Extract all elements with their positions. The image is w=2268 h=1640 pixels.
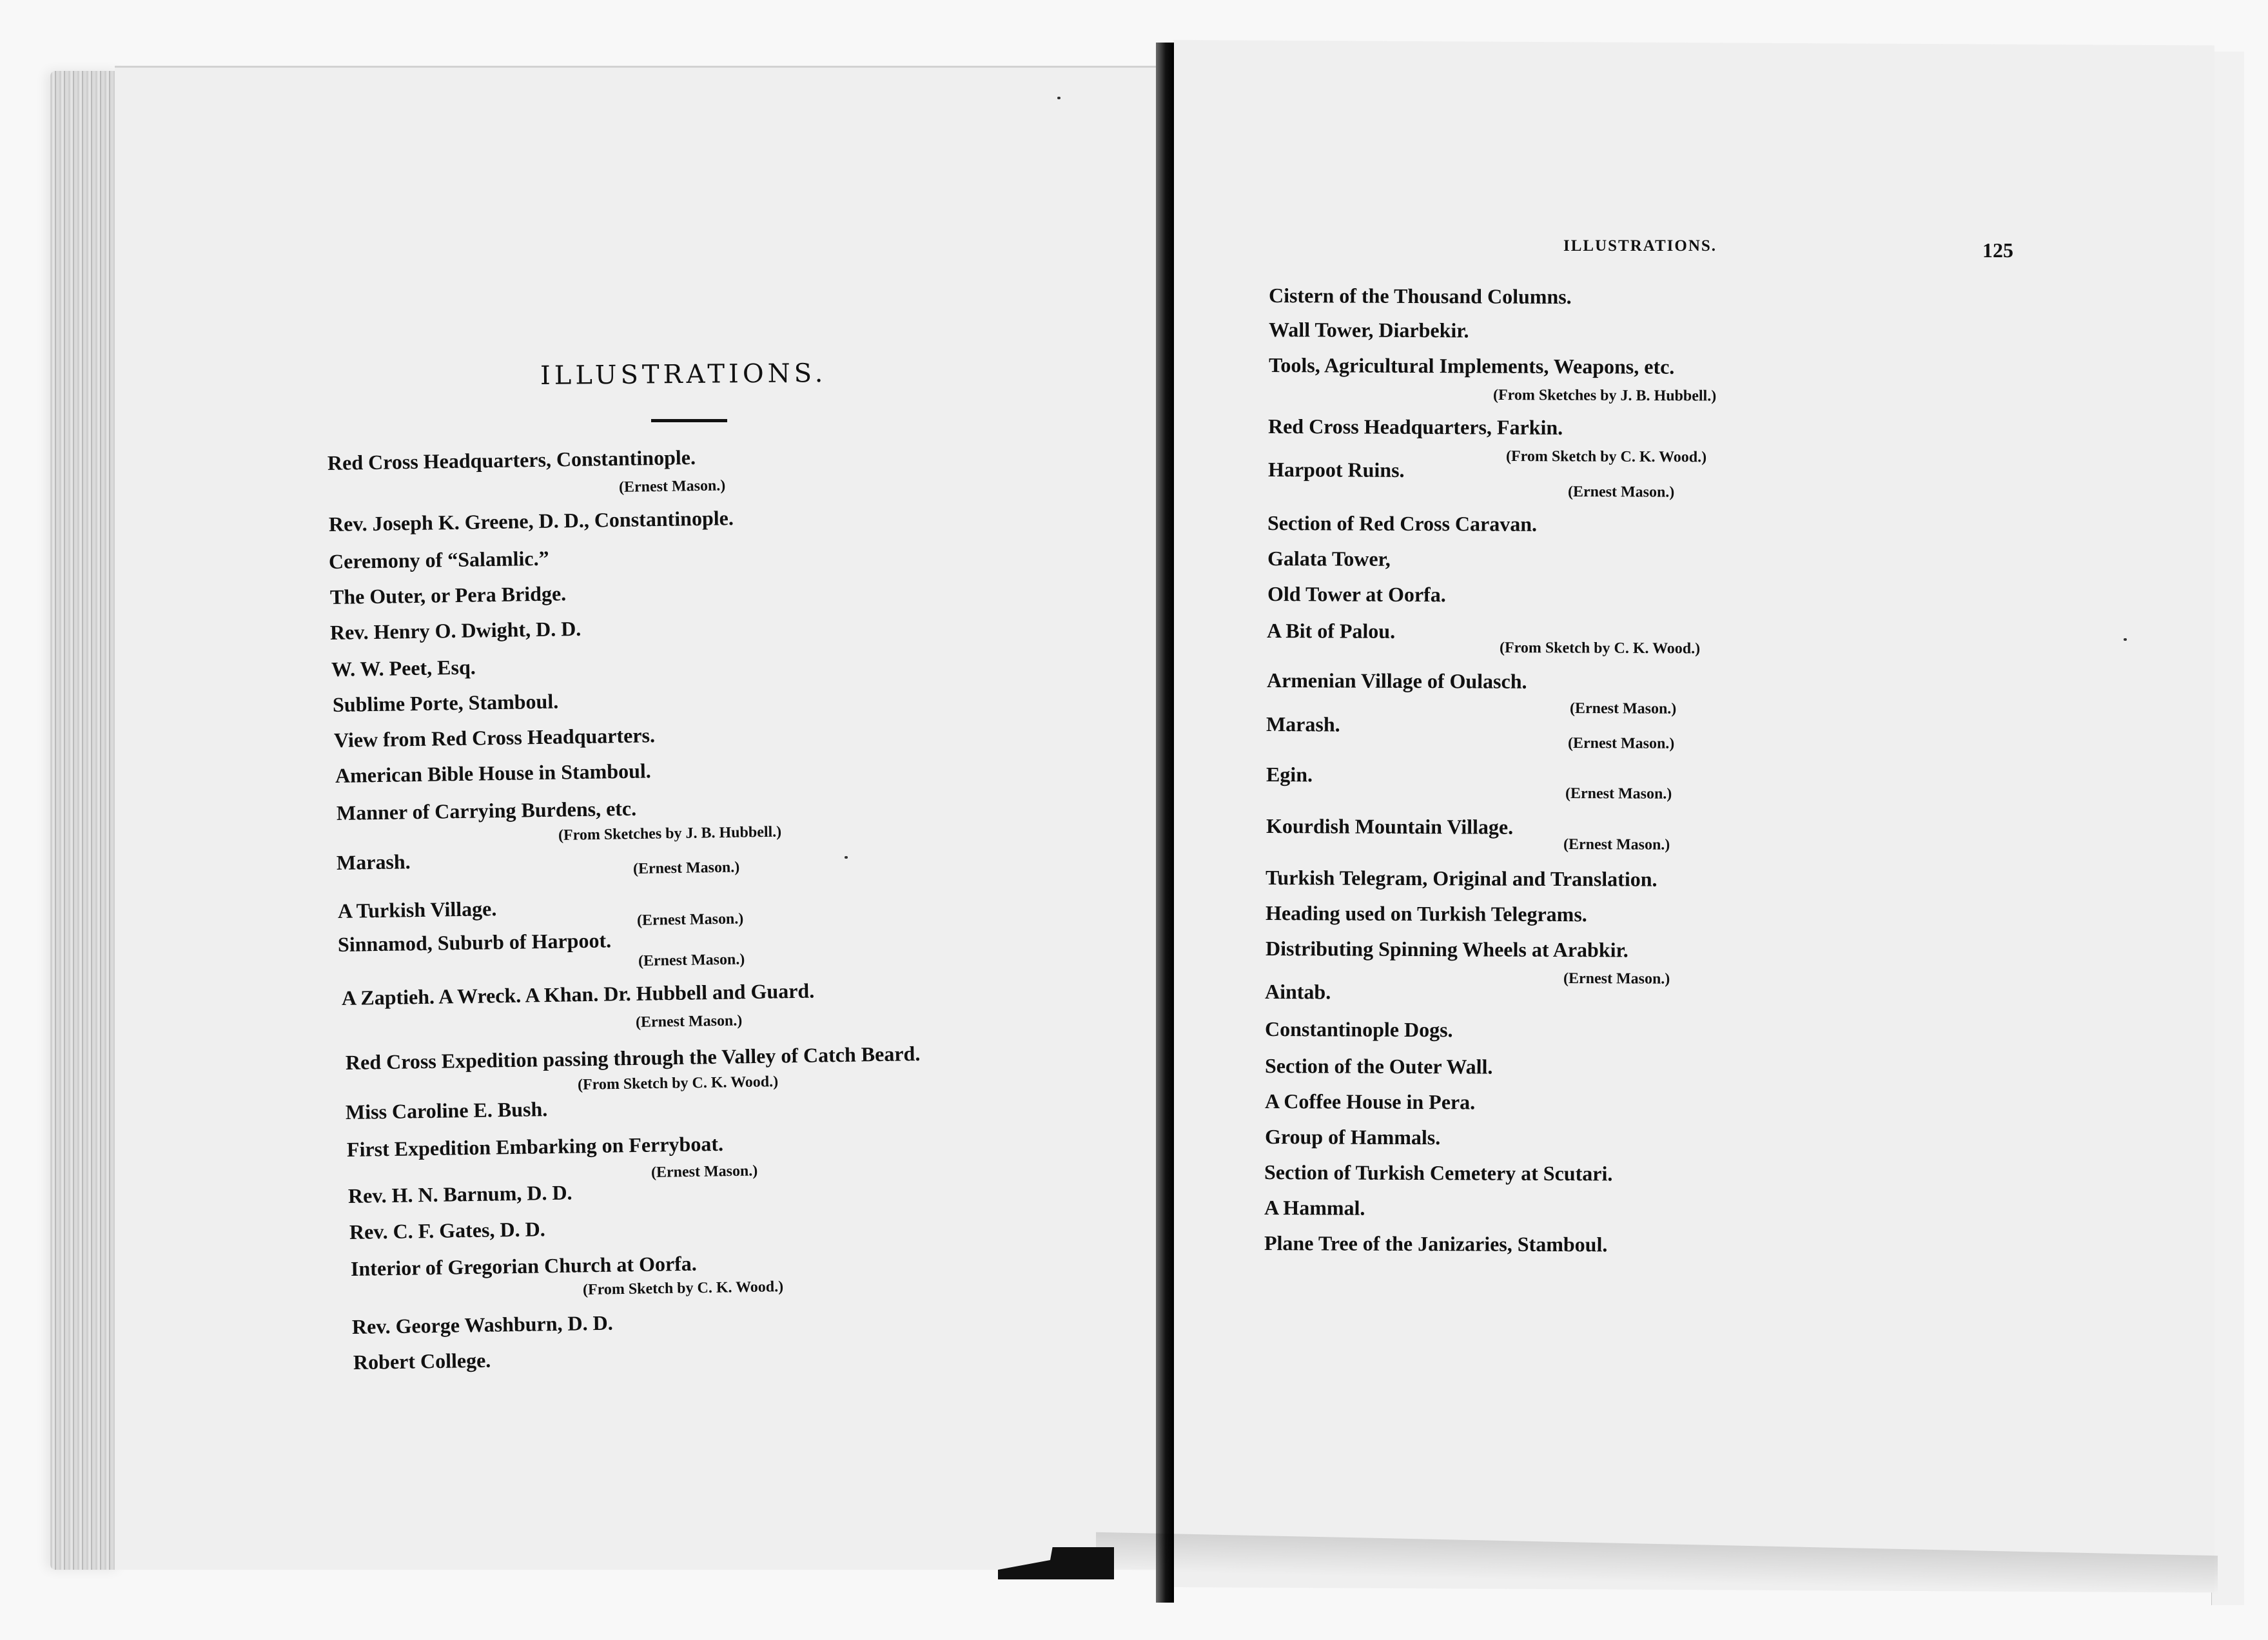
list-item-credit: (Ernest Mason.) <box>1565 785 1672 803</box>
list-item-credit: (Ernest Mason.) <box>1567 735 1675 752</box>
list-item: Tools, Agricultural Implements, Weapons, etc. <box>1268 353 1675 378</box>
list-item: A Zaptieh. A Wreck. A Khan. Dr. Hubbell and Guard. <box>341 979 815 1010</box>
list-item: Aintab. <box>1264 980 1331 1004</box>
list-item: Harpoot Ruins. <box>1267 458 1405 482</box>
list-item: Sublime Porte, Stamboul. <box>332 689 559 716</box>
book-gutter <box>1156 43 1174 1603</box>
list-item: Miss Caroline E. Bush. <box>345 1097 548 1124</box>
list-item-credit: (Ernest Mason.) <box>1567 483 1675 501</box>
paper-speck <box>845 856 848 859</box>
title-rule-divider <box>651 419 727 422</box>
list-item-credit: (Ernest Mason.) <box>635 1012 743 1031</box>
paper-speck <box>2124 638 2127 641</box>
list-item: Group of Hammals. <box>1264 1125 1441 1149</box>
list-item: Kourdish Mountain Village. <box>1266 814 1514 839</box>
page-title: ILLUSTRATIONS. <box>540 358 827 391</box>
list-item: View from Red Cross Headquarters. <box>333 723 656 752</box>
list-item-credit: (Ernest Mason.) <box>638 951 745 970</box>
list-item-credit: (From Sketches by J. B. Hubbell.) <box>1492 387 1717 405</box>
list-item: Armenian Village of Oulasch. <box>1266 669 1527 693</box>
list-item: Old Tower at Oorfa. <box>1267 582 1446 607</box>
book-page-edges <box>50 71 121 1570</box>
list-item: Heading used on Turkish Telegrams. <box>1265 901 1587 926</box>
list-item: Section of Red Cross Caravan. <box>1267 511 1538 536</box>
list-item-credit: (From Sketch by C. K. Wood.) <box>582 1278 784 1298</box>
list-item: Interior of Gregorian Church at Oorfa. <box>350 1251 698 1280</box>
list-item: Sinnamod, Suburb of Harpoot. <box>337 928 612 956</box>
list-item-credit: (From Sketches by J. B. Hubbell.) <box>558 823 782 844</box>
list-item: A Hammal. <box>1264 1196 1365 1220</box>
list-item: American Bible House in Stamboul. <box>335 759 652 787</box>
list-item: First Expedition Embarking on Ferryboat. <box>346 1131 724 1161</box>
list-item: Manner of Carrying Burdens, etc. <box>336 796 637 825</box>
list-item: Rev. Henry O. Dwight, D. D. <box>329 616 582 644</box>
list-item: Galata Tower, <box>1267 547 1391 571</box>
list-item: Robert College. <box>353 1348 491 1374</box>
list-item: Egin. <box>1266 763 1313 786</box>
list-item: Rev. George Washburn, D. D. <box>351 1311 613 1338</box>
list-item-credit: (Ernest Mason.) <box>636 910 744 929</box>
list-item: Red Cross Headquarters, Farkin. <box>1267 415 1563 439</box>
list-item: Turkish Telegram, Original and Translation. <box>1265 866 1657 891</box>
list-item: Section of the Outer Wall. <box>1264 1054 1493 1079</box>
list-item-credit: (Ernest Mason.) <box>650 1162 758 1181</box>
list-item: A Turkish Village. <box>337 897 497 922</box>
list-item-credit: (Ernest Mason.) <box>1563 836 1670 854</box>
list-item-credit: (Ernest Mason.) <box>1569 700 1677 718</box>
list-item: Rev. Joseph K. Greene, D. D., Constantinople. <box>328 506 734 536</box>
list-item-credit: (Ernest Mason.) <box>1563 970 1670 988</box>
list-item: Marash. <box>336 850 411 874</box>
list-item: W. W. Peet, Esq. <box>331 655 476 681</box>
list-item: Plane Tree of the Janizaries, Stamboul. <box>1264 1231 1608 1256</box>
list-item: A Coffee House in Pera. <box>1264 1089 1476 1114</box>
right-page-underlay <box>2211 52 2244 1605</box>
list-item-credit: (From Sketch by C. K. Wood.) <box>1505 448 1707 466</box>
list-item: Ceremony of “Salamlic.” <box>328 546 549 573</box>
list-item: Red Cross Headquarters, Constantinople. <box>327 445 696 474</box>
list-item: Distributing Spinning Wheels at Arabkir. <box>1265 937 1628 962</box>
list-item-credit: (Ernest Mason.) <box>618 477 726 496</box>
list-item-credit: (Ernest Mason.) <box>632 859 740 877</box>
list-item: A Bit of Palou. <box>1266 619 1396 643</box>
list-item: Rev. C. F. Gates, D. D. <box>349 1217 545 1244</box>
page-number: 125 <box>1982 239 2013 262</box>
list-item: Section of Turkish Cemetery at Scutari. <box>1264 1160 1613 1186</box>
list-item: Wall Tower, Diarbekir. <box>1268 318 1469 342</box>
left-page <box>115 66 1172 1570</box>
list-item: Cistern of the Thousand Columns. <box>1268 284 1572 309</box>
paper-speck <box>1057 97 1061 99</box>
list-item: Red Cross Expedition passing through the Valley of Catch Beard. <box>345 1042 921 1074</box>
running-head: ILLUSTRATIONS. <box>1563 237 1717 255</box>
list-item: Rev. H. N. Barnum, D. D. <box>347 1180 572 1207</box>
list-item: Constantinople Dogs. <box>1264 1017 1453 1042</box>
list-item: Marash. <box>1266 712 1340 736</box>
list-item-credit: (From Sketch by C. K. Wood.) <box>1499 639 1701 658</box>
list-item: The Outer, or Pera Bridge. <box>329 581 567 609</box>
list-item-credit: (From Sketch by C. K. Wood.) <box>577 1073 779 1093</box>
